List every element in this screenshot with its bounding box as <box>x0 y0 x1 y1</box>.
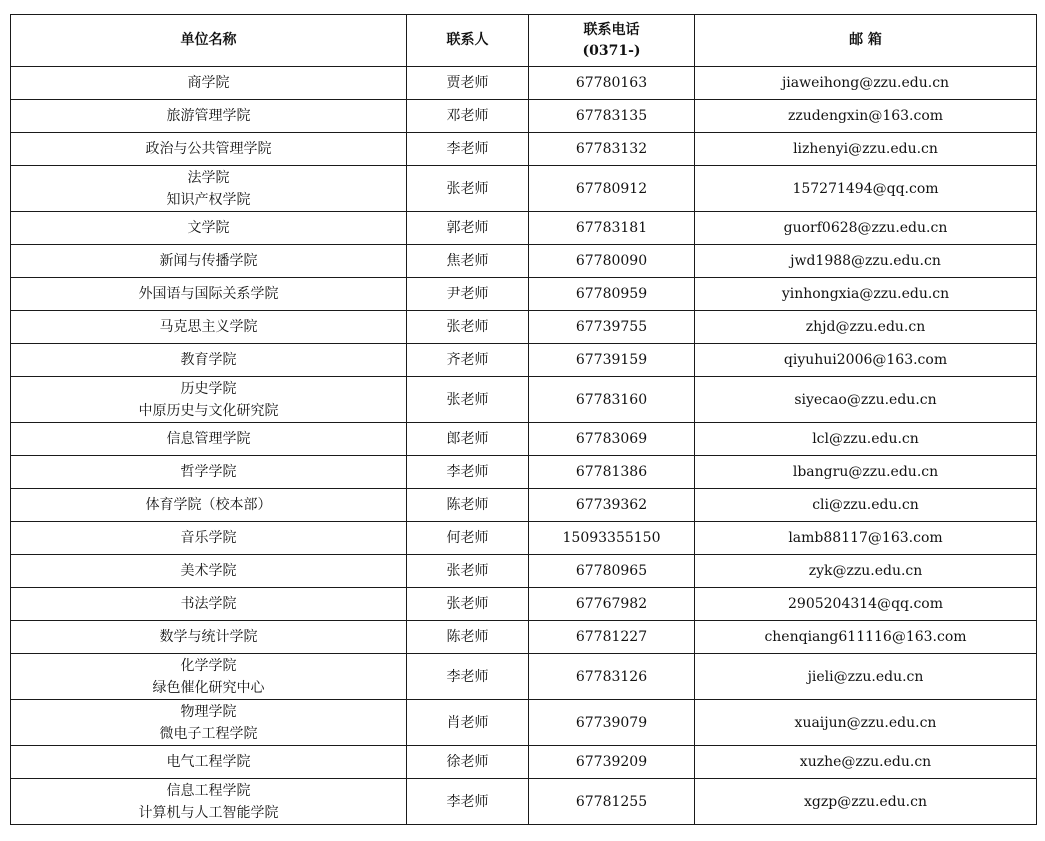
cell-phone: 67783126 <box>529 654 695 700</box>
cell-contact: 邓老师 <box>407 100 529 133</box>
cell-unit <box>11 67 407 100</box>
table-row <box>11 621 1037 654</box>
cell-unit <box>11 621 407 654</box>
header-phone-label: 联系电话 <box>583 21 640 38</box>
table-row <box>11 555 1037 588</box>
cell-email: chenqiang611116@163.com <box>695 621 1037 654</box>
cell-phone: 67739159 <box>529 344 695 377</box>
header-contact: 联系人 <box>407 15 529 67</box>
cell-phone: 67739362 <box>529 489 695 522</box>
cell-contact: 何老师 <box>407 522 529 555</box>
table-row <box>11 245 1037 278</box>
cell-unit <box>11 311 407 344</box>
table-body <box>11 67 1037 825</box>
table-row <box>11 133 1037 166</box>
table-row <box>11 779 1037 825</box>
cell-unit <box>11 588 407 621</box>
cell-unit <box>11 489 407 522</box>
cell-email: guorf0628@zzu.edu.cn <box>695 212 1037 245</box>
cell-phone: 67783160 <box>529 377 695 423</box>
unit-name-line: 书法学院 <box>180 596 237 612</box>
cell-phone: 67783135 <box>529 100 695 133</box>
header-unit: 单位名称 <box>11 15 407 67</box>
cell-unit <box>11 700 407 746</box>
cell-phone: 67780912 <box>529 166 695 212</box>
unit-name-line: 绿色催化研究中心 <box>152 679 265 696</box>
cell-unit <box>11 278 407 311</box>
cell-phone: 67781227 <box>529 621 695 654</box>
cell-email: jwd1988@zzu.edu.cn <box>695 245 1037 278</box>
cell-unit <box>11 377 407 423</box>
unit-name-line: 信息工程学院 <box>166 782 251 799</box>
cell-email: zhjd@zzu.edu.cn <box>695 311 1037 344</box>
cell-contact: 肖老师 <box>407 700 529 746</box>
cell-phone: 67767982 <box>529 588 695 621</box>
table-row <box>11 166 1037 212</box>
unit-name-line: 新闻与传播学院 <box>159 253 258 269</box>
cell-email: zzudengxin@163.com <box>695 100 1037 133</box>
cell-unit <box>11 746 407 779</box>
unit-name-line: 法学院 <box>187 169 230 186</box>
unit-name-line: 信息管理学院 <box>166 431 251 447</box>
unit-name-line: 哲学学院 <box>180 464 237 480</box>
cell-unit <box>11 245 407 278</box>
header-phone <box>529 15 695 67</box>
cell-phone: 67780090 <box>529 245 695 278</box>
cell-email: jiaweihong@zzu.edu.cn <box>695 67 1037 100</box>
unit-name-line: 旅游管理学院 <box>166 108 251 124</box>
cell-phone: 15093355150 <box>529 522 695 555</box>
cell-contact: 焦老师 <box>407 245 529 278</box>
table-row <box>11 588 1037 621</box>
table-row <box>11 700 1037 746</box>
cell-phone: 67780163 <box>529 67 695 100</box>
cell-phone: 67780965 <box>529 555 695 588</box>
cell-unit <box>11 344 407 377</box>
unit-name-line: 商学院 <box>187 75 230 91</box>
cell-phone: 67739755 <box>529 311 695 344</box>
cell-unit <box>11 654 407 700</box>
table-row <box>11 654 1037 700</box>
header-row <box>11 15 1037 67</box>
cell-email: lbangru@zzu.edu.cn <box>695 456 1037 489</box>
cell-contact: 郎老师 <box>407 423 529 456</box>
cell-phone: 67739209 <box>529 746 695 779</box>
unit-name-line: 物理学院 <box>180 703 237 720</box>
unit-name-line: 化学学院 <box>180 657 237 674</box>
table-row <box>11 212 1037 245</box>
cell-contact: 张老师 <box>407 377 529 423</box>
cell-email: qiyuhui2006@163.com <box>695 344 1037 377</box>
cell-unit <box>11 100 407 133</box>
cell-contact: 张老师 <box>407 555 529 588</box>
cell-unit <box>11 166 407 212</box>
table-row <box>11 377 1037 423</box>
contact-table <box>10 14 1037 825</box>
unit-name-line: 计算机与人工智能学院 <box>138 804 279 821</box>
table-row <box>11 522 1037 555</box>
cell-unit <box>11 522 407 555</box>
cell-phone: 67783069 <box>529 423 695 456</box>
unit-name-line: 文学院 <box>187 220 230 236</box>
cell-contact: 张老师 <box>407 166 529 212</box>
table-row <box>11 100 1037 133</box>
cell-email: yinhongxia@zzu.edu.cn <box>695 278 1037 311</box>
cell-contact: 陈老师 <box>407 489 529 522</box>
unit-name-line: 电气工程学院 <box>166 754 251 770</box>
cell-email: siyecao@zzu.edu.cn <box>695 377 1037 423</box>
cell-contact: 张老师 <box>407 311 529 344</box>
unit-name-line: 外国语与国际关系学院 <box>138 286 279 302</box>
unit-name-line: 教育学院 <box>180 352 237 368</box>
cell-contact: 尹老师 <box>407 278 529 311</box>
cell-email: xuaijun@zzu.edu.cn <box>695 700 1037 746</box>
cell-unit <box>11 423 407 456</box>
unit-name-line: 知识产权学院 <box>166 191 251 208</box>
cell-contact: 徐老师 <box>407 746 529 779</box>
cell-email: zyk@zzu.edu.cn <box>695 555 1037 588</box>
unit-name-line: 音乐学院 <box>180 530 237 546</box>
cell-phone: 67739079 <box>529 700 695 746</box>
header-email: 邮 箱 <box>695 15 1037 67</box>
cell-unit <box>11 779 407 825</box>
unit-name-line: 政治与公共管理学院 <box>145 141 272 157</box>
cell-email: lcl@zzu.edu.cn <box>695 423 1037 456</box>
unit-name-line: 马克思主义学院 <box>159 319 258 335</box>
cell-email: jieli@zzu.edu.cn <box>695 654 1037 700</box>
unit-name-line: 微电子工程学院 <box>159 725 258 742</box>
cell-email: 157271494@qq.com <box>695 166 1037 212</box>
unit-name-line: 历史学院 <box>180 380 237 397</box>
table-row <box>11 456 1037 489</box>
table-row <box>11 311 1037 344</box>
cell-email: lamb88117@163.com <box>695 522 1037 555</box>
table-row <box>11 67 1037 100</box>
cell-contact: 郭老师 <box>407 212 529 245</box>
cell-unit <box>11 555 407 588</box>
table-row <box>11 344 1037 377</box>
cell-contact: 李老师 <box>407 654 529 700</box>
cell-email: 2905204314@qq.com <box>695 588 1037 621</box>
cell-contact: 陈老师 <box>407 621 529 654</box>
cell-email: xgzp@zzu.edu.cn <box>695 779 1037 825</box>
cell-unit <box>11 133 407 166</box>
table-row <box>11 278 1037 311</box>
header-phone-prefix: (0371-) <box>582 42 641 59</box>
cell-email: xuzhe@zzu.edu.cn <box>695 746 1037 779</box>
cell-contact: 李老师 <box>407 779 529 825</box>
table-row <box>11 489 1037 522</box>
cell-contact: 齐老师 <box>407 344 529 377</box>
cell-phone: 67783181 <box>529 212 695 245</box>
unit-name-line: 体育学院（校本部） <box>145 497 272 513</box>
table-row <box>11 746 1037 779</box>
cell-phone: 67780959 <box>529 278 695 311</box>
cell-contact: 贾老师 <box>407 67 529 100</box>
cell-email: lizhenyi@zzu.edu.cn <box>695 133 1037 166</box>
cell-phone: 67781386 <box>529 456 695 489</box>
cell-contact: 李老师 <box>407 456 529 489</box>
cell-contact: 张老师 <box>407 588 529 621</box>
cell-phone: 67783132 <box>529 133 695 166</box>
cell-unit <box>11 456 407 489</box>
cell-contact: 李老师 <box>407 133 529 166</box>
cell-unit <box>11 212 407 245</box>
cell-email: cli@zzu.edu.cn <box>695 489 1037 522</box>
cell-phone: 67781255 <box>529 779 695 825</box>
table-row <box>11 423 1037 456</box>
unit-name-line: 中原历史与文化研究院 <box>138 402 279 419</box>
unit-name-line: 美术学院 <box>180 563 237 579</box>
unit-name-line: 数学与统计学院 <box>159 629 258 645</box>
